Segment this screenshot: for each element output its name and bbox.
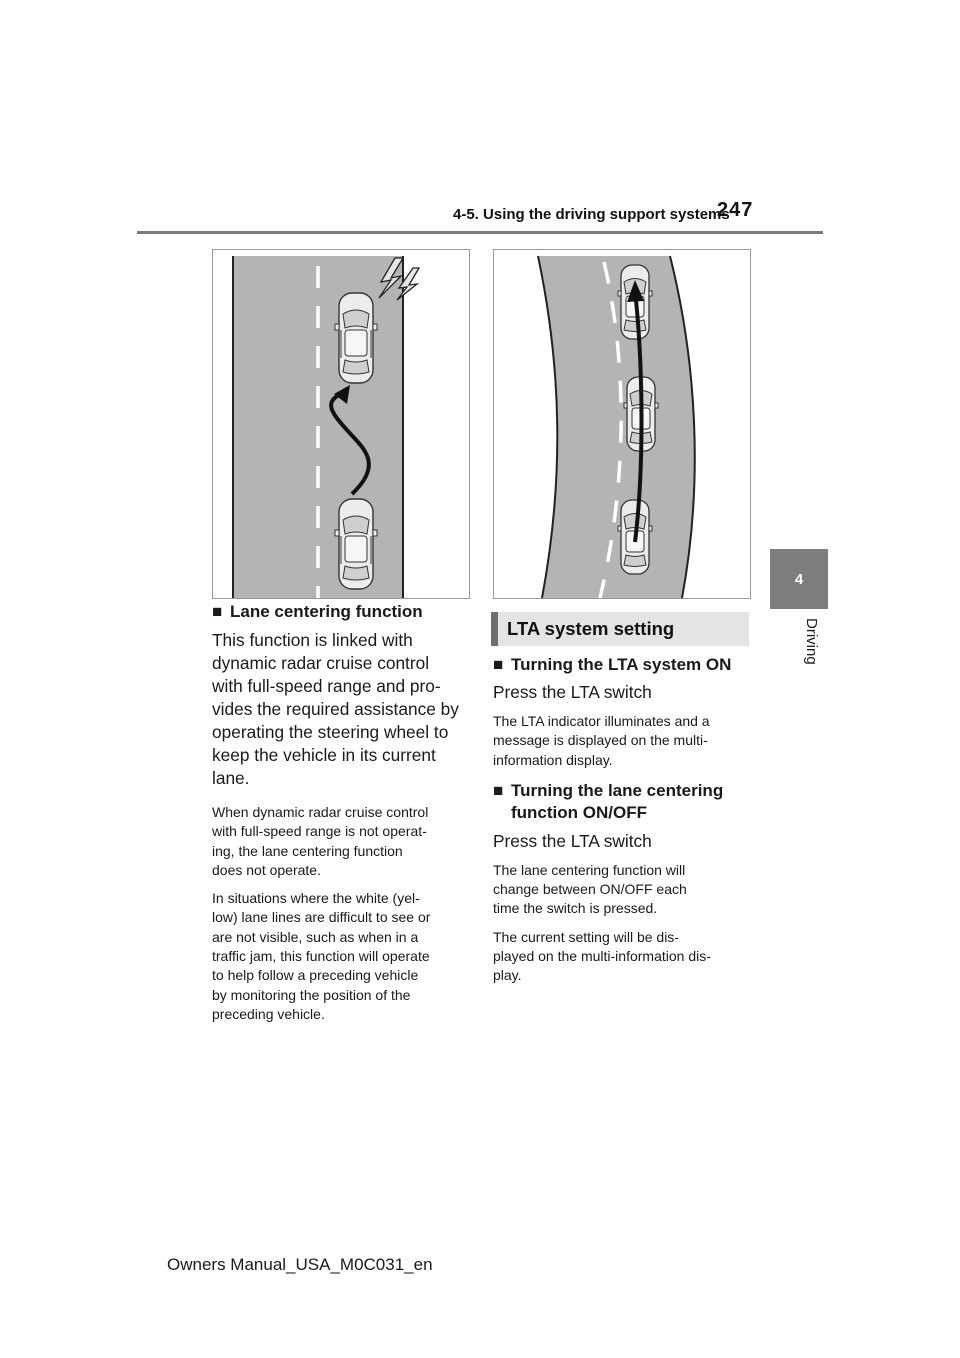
bullet-square: ■	[212, 602, 223, 621]
lane-centering-note-1: When dynamic radar cruise control with full-speed range is not operat- ing, the lane centering function does not operate.	[212, 804, 429, 878]
lane-centering-toggle-instruction: Press the LTA switch	[493, 830, 652, 851]
heading-text: Turning the LTA system ON	[511, 655, 732, 674]
lane-centering-note-2: In situations where the white (yel- low) lane lines are difficult to see or are not visible, such as when in a traffic jam, this function will operate to help follow a preceding vehicle by monitoring the position of the preceding vehicle.	[212, 890, 431, 1022]
bullet-square: ■	[493, 655, 504, 674]
chapter-number: 4	[794, 570, 804, 588]
lane-centering-toggle-note-1: The lane centering function will change between ON/OFF each time the switch is pressed.	[493, 861, 687, 917]
lta-setting-section	[493, 654, 751, 986]
section-title-lta-setting: LTA system setting	[491, 612, 749, 646]
lane-tracing-illustration	[493, 249, 751, 599]
lane-centering-section	[212, 601, 470, 1024]
header-divider	[137, 231, 823, 234]
lane-centering-toggle-note-2: The current setting will be dis- played on the multi-information dis- play.	[493, 928, 711, 984]
bullet-square: ■	[493, 780, 504, 800]
car-icon	[335, 293, 377, 383]
turning-lta-on-heading	[493, 654, 751, 676]
heading-text: Lane centering function	[230, 602, 423, 621]
chapter-label: Driving	[803, 618, 820, 665]
lane-centering-illustration	[212, 249, 470, 599]
lane-centering-toggle-heading: ■ Turning the lane centering function ON/OFF	[493, 780, 724, 822]
car-icon	[335, 499, 377, 589]
lane-centering-description: This function is linked with dynamic radar cruise control with full-speed range and pro- vides the required assistance by operating the steering wheel to keep the vehicle in its current lane.	[212, 630, 459, 788]
page-number: 247	[717, 199, 754, 221]
footer-manual-id: Owners Manual_USA_M0C031_en	[167, 1255, 433, 1274]
lane-centering-heading	[212, 601, 470, 623]
chapter-tab[interactable]	[770, 549, 828, 609]
lta-on-note: The LTA indicator illuminates and a message is displayed on the multi- information display.	[493, 713, 710, 768]
lta-on-instruction: Press the LTA switch	[493, 682, 652, 702]
running-header-section: 4-5. Using the driving support systems	[453, 206, 730, 223]
